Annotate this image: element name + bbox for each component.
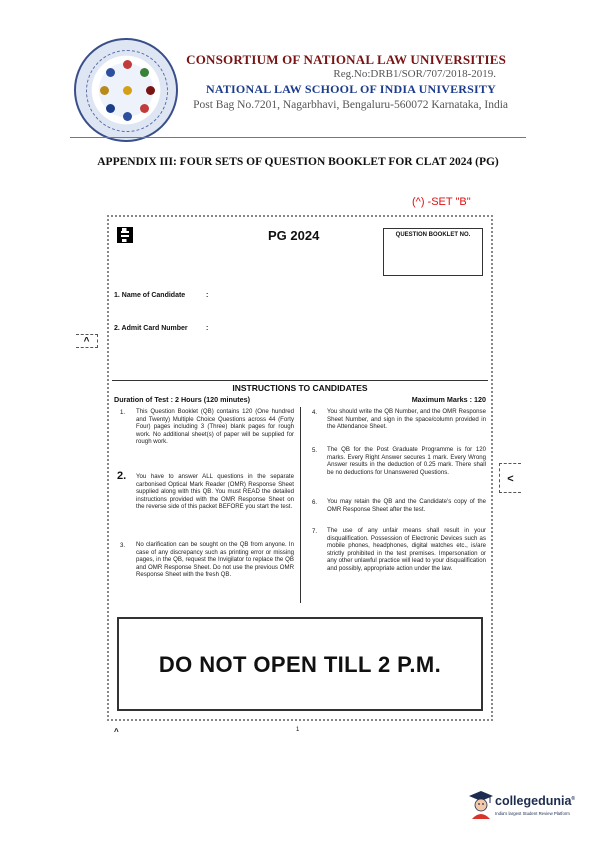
seal-emblem [123, 86, 132, 95]
university-address: Post Bag No.7201, Nagarbhavi, Bengaluru-560072 Karnataka, India [193, 99, 508, 111]
seal-emblem [100, 86, 109, 95]
instruction-item: The use of any unfair means shall result in your disqualification. Possession of Electronic Devices such as mobile phones, headphones, digital watches etc., is/are strictly prohibited in the test premises. Impersonation or any other unlawful practice will lead to your disqualification and possibly, appropriate action under the law. [327, 527, 486, 572]
instruction-number: 4. [312, 409, 318, 416]
qr-code-icon [117, 227, 133, 243]
seal-emblem [106, 104, 115, 113]
admit-card-number-colon: : [206, 325, 209, 332]
collegedunia-tagline: India's largest Student Review Platform [495, 811, 570, 816]
registration-number: Reg.No:DRB1/SOR/707/2018-2019. [333, 68, 496, 80]
instruction-item: The QB for the Post Graduate Programme is for 120 marks. Every Right Answer secures 1 mark. Every Wrong Answer results in the deduction of 0.25 mark. There shall be no deductions for Unanswered Questions. [327, 446, 486, 476]
seal-emblem [140, 68, 149, 77]
seal-emblem [106, 68, 115, 77]
question-booklet-number-label: QUESTION BOOKLET NO. [395, 232, 471, 238]
set-label: (^) -SET "B" [412, 196, 471, 208]
instruction-number: 3. [120, 542, 126, 549]
seal-emblem [123, 60, 132, 69]
instruction-item: You have to answer ALL questions in the separate carbonised Optical Mark Reader (OMR) Response Sheet supplied along with this QB. You must READ the detailed instructions provided with the OMR Response Sheet on the reverse side of this packet BEFORE you start the test. [136, 473, 294, 511]
instruction-number: 5. [312, 447, 318, 454]
page-number: 1 [296, 727, 300, 733]
instruction-item: No clarification can be sought on the QB from anyone. In case of any discrepancy such as printing error or missing pages, in the QB, request the Invigilator to replace the QB and OMR Response Sheet. Do not use the previous OMR Response Sheet with the fresh QB. [136, 541, 294, 579]
right-margin-caret-mark: < [499, 463, 521, 493]
instructions-divider [112, 380, 488, 381]
collegedunia-brand: collegedunia® [495, 794, 576, 808]
instruction-number: 7. [312, 528, 318, 535]
column-divider [300, 407, 301, 603]
consortium-name: CONSORTIUM OF NATIONAL LAW UNIVERSITIES [186, 52, 506, 67]
exam-title: PG 2024 [268, 228, 320, 243]
name-of-candidate-label: 1. Name of Candidate [114, 292, 186, 299]
left-margin-caret-mark: ^ [76, 334, 98, 348]
test-duration: Duration of Test : 2 Hours (120 minutes) [114, 395, 251, 404]
instruction-item: You may retain the QB and the Candidate's copy of the OMR Response Sheet after the test. [327, 498, 486, 513]
header-divider [70, 137, 526, 138]
do-not-open-notice: DO NOT OPEN TILL 2 P.M. [158, 652, 442, 677]
consortium-seal-logo [74, 38, 178, 142]
seal-emblem [146, 86, 155, 95]
university-name: NATIONAL LAW SCHOOL OF INDIA UNIVERSITY [206, 82, 496, 96]
maximum-marks: Maximum Marks : 120 [411, 395, 486, 404]
seal-emblem [123, 112, 132, 121]
name-of-candidate-colon: : [206, 292, 209, 299]
instruction-number: 2. [117, 470, 127, 482]
graduate-mascot-icon [468, 790, 494, 820]
instruction-number: 1. [120, 409, 126, 416]
instruction-item: This Question Booklet (QB) contains 120 (One hundred and Twenty) Multiple Choice Questions across 44 (Forty Four) pages including 3 (Three) blank pages for rough work. No additional sheet(s) of paper will be supplied for rough work. [136, 408, 294, 446]
instruction-number: 6. [312, 499, 318, 506]
appendix-title: APPENDIX III: FOUR SETS OF QUESTION BOOKLET FOR CLAT 2024 (PG) [97, 156, 499, 168]
admit-card-number-label: 2. Admit Card Number [114, 325, 188, 332]
bottom-caret-mark: ^ [114, 727, 119, 736]
instructions-title: INSTRUCTIONS TO CANDIDATES [232, 383, 368, 393]
seal-emblem [140, 104, 149, 113]
instruction-item: You should write the QB Number, and the OMR Response Sheet Number, and sign in the space/column provided in the Attendance Sheet. [327, 408, 486, 431]
